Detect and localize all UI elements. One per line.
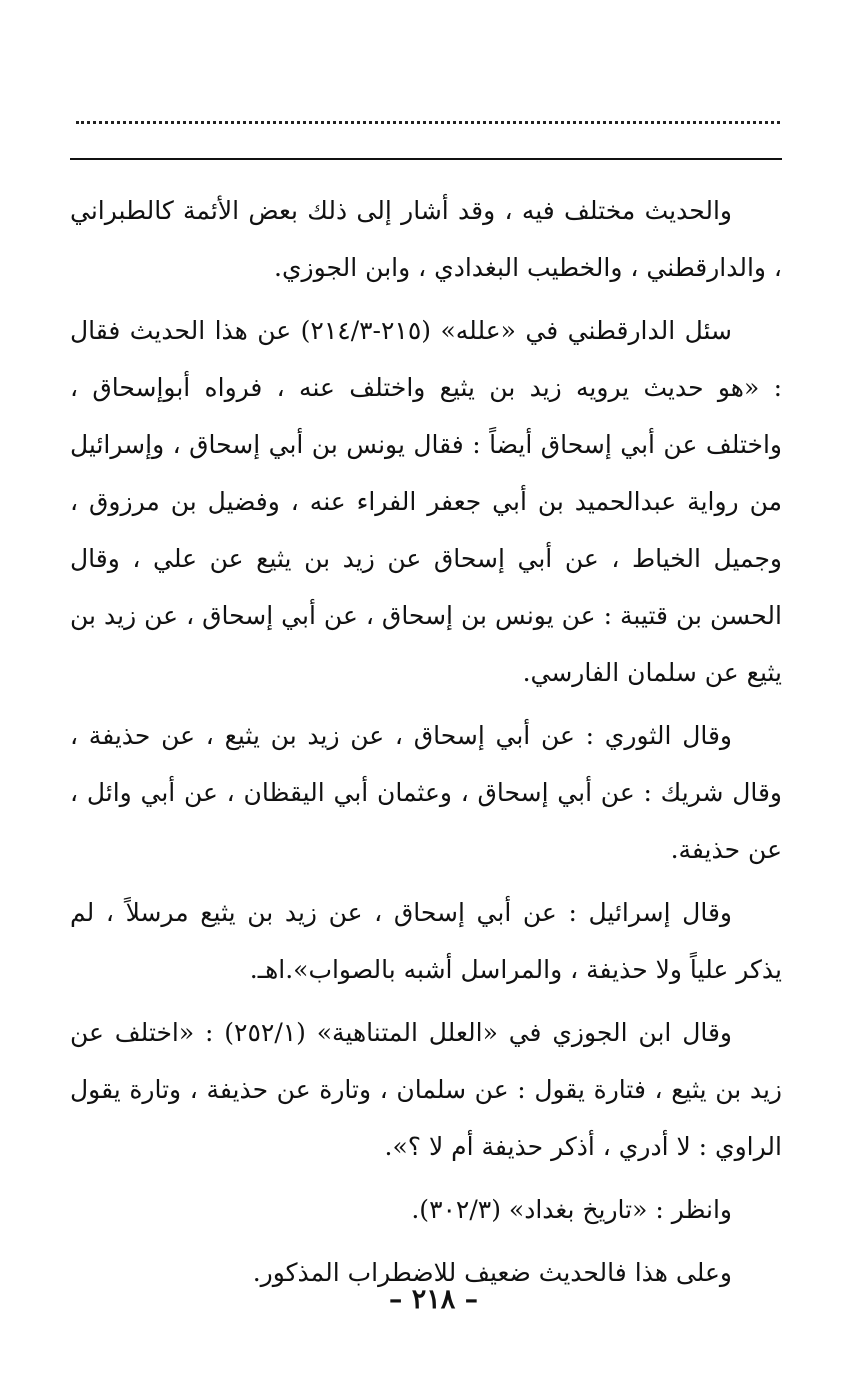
paragraph-6: وانظر : «تاريخ بغداد» (٣٠٢/٣). [411,1195,732,1224]
paragraph-5: وقال ابن الجوزي في «العلل المتناهية» (٢٥٢/١) : «اختلف عن زيد بن يثيع ، فتارة يقول : عن سلمان ، وتارة عن حذيفة ، وتارة يقول الراوي : لا أدري ، أذكر حذيفة أم لا ؟». [70,1018,782,1161]
paragraph-7: وعلى هذا فالحديث ضعيف للاضطراب المذكور. [252,1258,732,1287]
page-number: – ٢١٨ – [388,1284,479,1315]
paragraph-4: وقال إسرائيل : عن أبي إسحاق ، عن زيد بن يثيع مرسلاً ، لم يذكر علياً ولا حذيفة ، والمراسل أشبه بالصواب».اهـ. [70,898,782,984]
dotted-separator [76,121,780,124]
footnote-body [70,182,782,1301]
paragraph-2: سئل الدارقطني في «علله» (٢١٥-٢١٤/٣) عن هذا الحديث فقال : «هو حديث يرويه زيد بن يثيع واختلف عنه ، فرواه أبوإسحاق ، واختلف عن أبي إسحاق أيضاً : فقال يونس بن أبي إسحاق ، وإسرائيل من رواية عبدالحميد بن أبي جعفر الفراء عنه ، وفضيل بن مرزوق ، وجميل الخياط ، عن أبي إسحاق عن زيد بن يثيع عن علي ، وقال الحسن بن قتيبة : عن يونس بن إسحاق ، عن أبي إسحاق ، عن زيد بن يثيع عن سلمان الفارسي. [70,316,782,687]
paragraph-3: وقال الثوري : عن أبي إسحاق ، عن زيد بن يثيع ، عن حذيفة ، وقال شريك : عن أبي إسحاق ، وعثمان أبي اليقظان ، عن أبي وائل ، عن حذيفة. [70,721,782,864]
footnote-rule [70,158,782,160]
paragraph-1: والحديث مختلف فيه ، وقد أشار إلى ذلك بعض الأئمة كالطبراني ، والدارقطني ، والخطيب البغدادي ، وابن الجوزي. [70,196,782,282]
